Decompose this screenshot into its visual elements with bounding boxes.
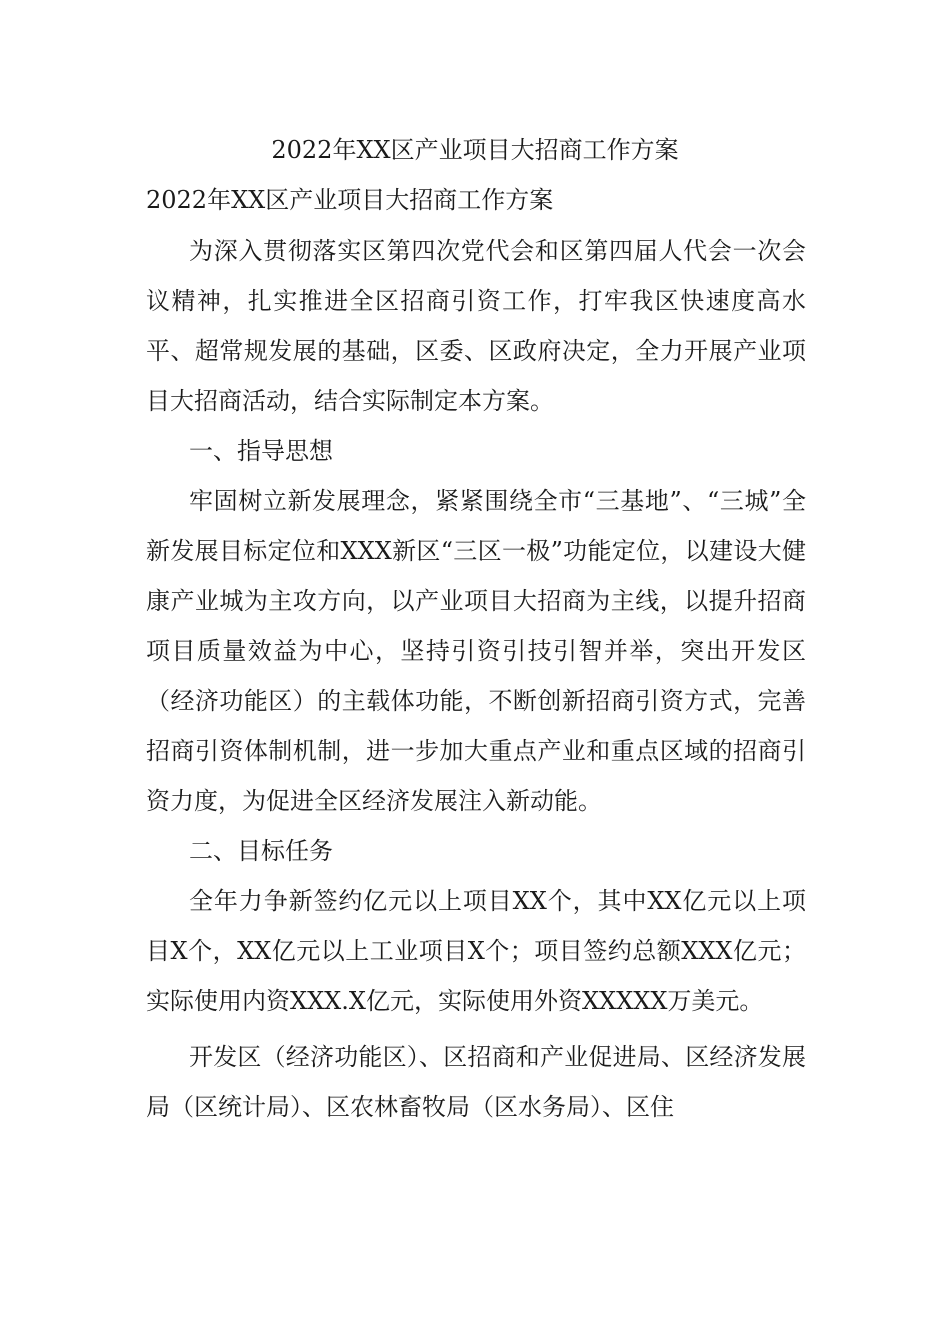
- document-body: [146, 226, 806, 1132]
- section-heading-targets: 二、目标任务: [189, 837, 333, 865]
- document-title: 2022年XX区产业项目大招商工作方案: [271, 136, 679, 164]
- paragraph-guiding-ideology: 牢固树立新发展理念，紧紧围绕全市“三基地”、“三城”全新发展目标定位和XXX新区“三区一极”功能定位，以建设大健康产业城为主攻方向，以产业项目大招商为主线，以提升招商项目质量效益为中心，坚持引资引技引智并举，突出开发区（经济功能区）的主载体功能，不断创新招商引资方式，完善招商引资体制机制，进一步加大重点产业和重点区域的招商引资力度，为促进全区经济发展注入新动能。: [146, 487, 806, 815]
- paragraph-intro: 为深入贯彻落实区第四次党代会和区第四届人代会一次会议精神，扎实推进全区招商引资工作，打牢我区快速度高水平、超常规发展的基础，区委、区政府决定，全力开展产业项目大招商活动，结合实际制定本方案。: [146, 237, 806, 415]
- paragraph-targets: 全年力争新签约亿元以上项目XX个，其中XX亿元以上项目X个，XX亿元以上工业项目X个；项目签约总额XXX亿元；实际使用内资XXX.X亿元，实际使用外资XXXXX万美元。: [146, 887, 806, 1015]
- section-heading-guiding-ideology: 一、指导思想: [189, 437, 333, 465]
- document-subtitle: 2022年XX区产业项目大招商工作方案: [146, 186, 554, 214]
- paragraph-departments: 开发区（经济功能区）、区招商和产业促进局、区经济发展局（区统计局）、区农林畜牧局（区水务局）、区住: [146, 1043, 806, 1121]
